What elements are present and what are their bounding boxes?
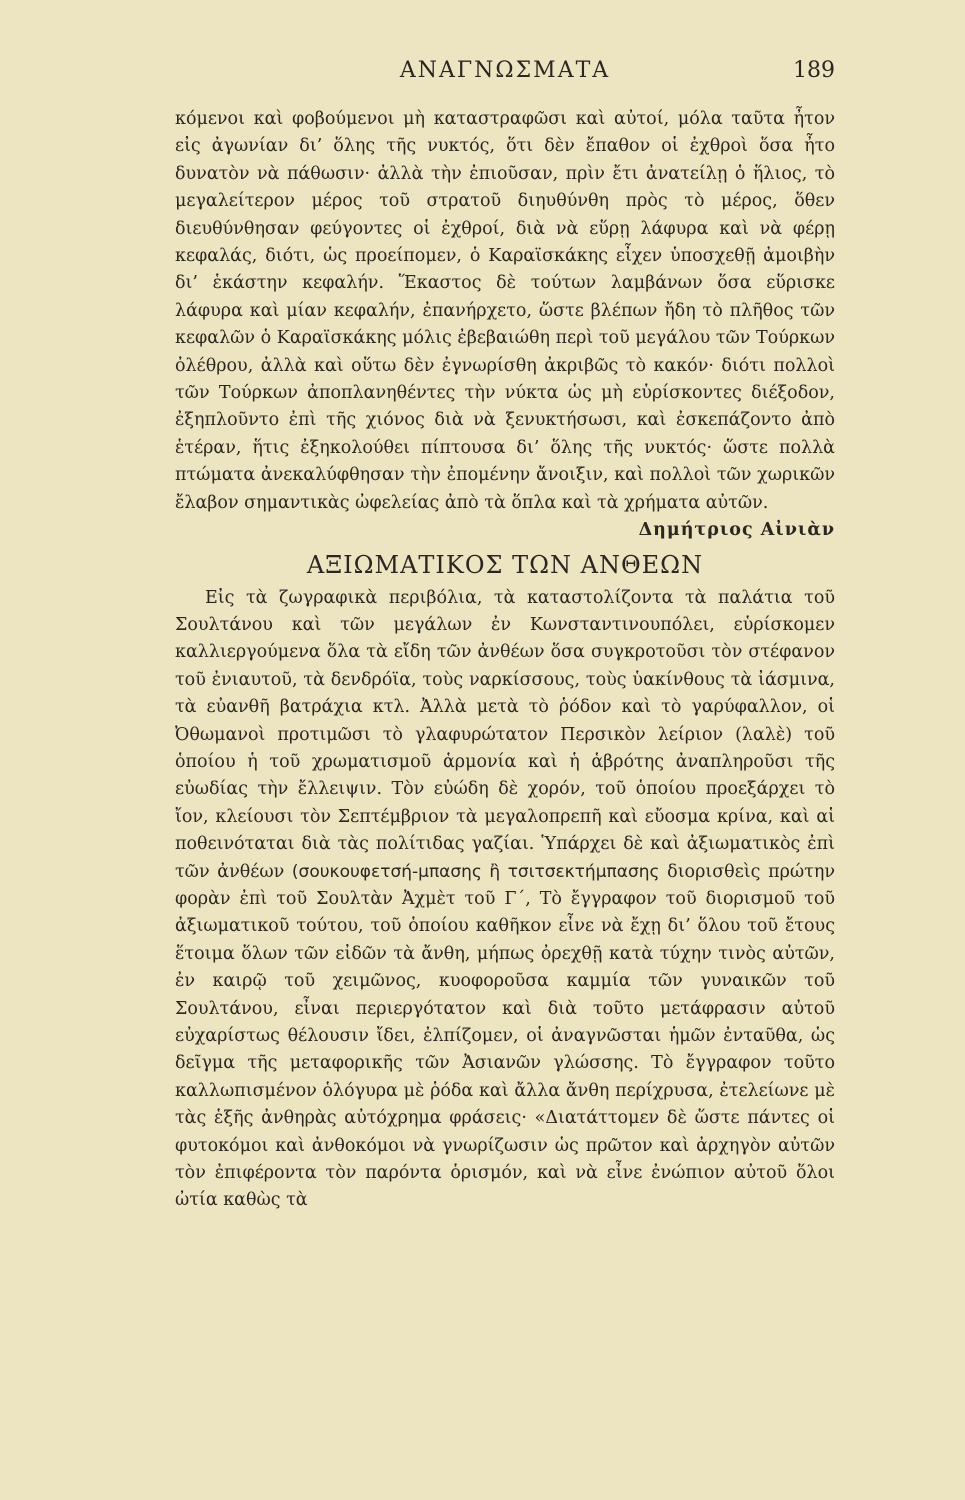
article-flowers-body-2: διορισθεὶς πρώτην φορὰν ἐπὶ τοῦ Σουλτὰν Ἀχμὲτ τοῦ Γ΄, Τὸ ἔγγραφον τοῦ διορισμοῦ τοῦ ἀξιωματικοῦ τούτου, τοῦ ὁποίου καθῆκον εἶνε νὰ ἔχῃ δι’ ὅλου τοῦ ἔτους ἕτοιμα ὅλων τῶν εἰδῶν τὰ ἄνθη, μήπως ὀρεχθῇ κατὰ τύχην τινὸς αὐτῶν, ἐν καιρῷ τοῦ χειμῶνος, κυοφοροῦσα καμμία τῶν γυναικῶν τοῦ Σουλτάνου, εἶναι περιεργότατον καὶ διὰ τοῦτο μετάφρασιν αὐτοῦ εὐχαρίστως θέλουσιν ἴδει, ἐλπίζομεν, οἱ ἀναγνῶσται ἡμῶν ἐνταῦθα, ὡς δεῖγμα τῆς μεταφορικῆς τῶν Ἀσιανῶν γλώσσης. Τὸ ἔγγραφον τοῦτο καλλωπισμένον ὁλόγυρα μὲ ῥόδα καὶ ἄλλα ἄνθη περίχρυσα, ἐτελείωνε μὲ τὰς ἑξῆς ἀνθηρὰς αὐτόχρημα φράσεις· «Διατάττομεν δὲ ὥστε πάντες οἱ φυτοκόμοι καὶ ἀνθοκόμοι νὰ γνωρίζωσιν ὡς πρῶτον καὶ ἀρχηγὸν αὐτῶν τὸν ἐπιφέροντα τὸν παρόντα ὁρισμόν, καὶ νὰ εἶνε ἐνώπιον αὐτοῦ ὅλοι ὠτία καθὼς τὰ (175, 861, 835, 1211)
page-number: 189 (793, 58, 835, 83)
running-head (175, 58, 835, 94)
article-flowers (175, 551, 835, 1215)
article-flowers-body-1: Εἰς τὰ ζωγραφικὰ περιβόλια, τὰ καταστολίζοντα τὰ παλάτια τοῦ Σουλτάνου καὶ τῶν μεγάλων ἐν Κωνσταντινουπόλει, εὑρίσκομεν καλλιεργούμενα ὅλα τὰ εἴδη τῶν ἀνθέων ὅσα συγκροτοῦσι τὸν στέφανον τοῦ ἐνιαυτοῦ, τὰ δενδρόϊα, τοὺς ναρκίσσους, τοὺς ὑακίνθους τὰ ἰάσμινα, τὰ εὐανθῆ βατράχια κτλ. Ἀλλὰ μετὰ τὸ ῥόδον καὶ τὸ γαρύφαλλον, οἱ Ὀθωμανοὶ προτιμῶσι τὸ γλαφυρώτατον Περσικὸν λείριον (λαλὲ) τοῦ ὁποίου ἡ τοῦ χρωματισμοῦ ἁρμονία καὶ ἡ ἁβρότης ἀναπληροῦσι τῆς εὐωδίας τὴν ἔλλειψιν. Τὸν εὐώδη δὲ χορόν, τοῦ ὁποίου προεξάρχει τὸ ἴον, κλείουσι τὸν Σεπτέμβριον τὰ μεγαλοπρεπῆ καὶ εὔοσμα κρίνα, καὶ αἱ ποθεινόταται διὰ τὰς πολίτιδας γαζίαι. Ὑπάρχει δὲ καὶ ἀξιωματικὸς ἐπὶ τῶν ἀνθέων (175, 587, 835, 882)
article-continuation (175, 106, 835, 545)
turkish-title-emphasis: (σουκουφετσή-μπασης ἢ τσιτσεκτήμπασης (291, 861, 660, 882)
author-signature: Δημήτριος Αἰνιὰν (638, 520, 835, 541)
section-title: ΑΞΙΩΜΑΤΙΚΟΣ ΤΩΝ ΑΝΘΕΩΝ (306, 550, 704, 579)
running-head-title: ΑΝΑΓΝΩΣΜΑΤΑ (399, 58, 611, 83)
article-continuation-text (175, 106, 835, 541)
article-continuation-body: κόμενοι καὶ φοβούμενοι μὴ καταστραφῶσι καὶ αὐτοί, μόλα ταῦτα ἦτον εἰς ἀγωνίαν δι’ ὅλης τῆς νυκτός, ὅτι δὲν ἔπαθον οἱ ἐχθροὶ ὅσα ἦτο δυνατὸν νὰ πάθωσιν· ἀλλὰ τὴν ἐπιοῦσαν, πρὶν ἔτι ἀνατείλῃ ὁ ἥλιος, τὸ μεγαλείτερον μέρος τοῦ στρατοῦ διηυθύνθη πρὸς τὸ μέρος, ὅθεν διευθύνθησαν φεύγοντες οἱ ἐχθροί, διὰ νὰ εὕρῃ λάφυρα καὶ νὰ φέρῃ κεφαλάς, διότι, ὡς προείπομεν, ὁ Καραϊσκάκης εἶχεν ὑποσχεθῇ ἀμοιβὴν δι’ ἑκάστην κεφαλήν. Ἕκαστος δὲ τούτων λαμβάνων ὅσα εὕρισκε λάφυρα καὶ μίαν κεφαλήν, ἐπανήρχετο, ὥστε βλέπων ἤδη τὸ πλῆθος τῶν κεφαλῶν ὁ Καραϊσκάκης μόλις ἐβεβαιώθη περὶ τοῦ μεγάλου τῶν Τούρκων ὀλέθρου, ἀλλὰ καὶ οὕτω δὲν ἐγνωρίσθη ἀκριβῶς τὸ κακόν· διότι πολλοὶ τῶν Τούρκων ἀποπλανηθέντες τὴν νύκτα ὡς μὴ εὑρίσκοντες διέξοδον, ἐξηπλοῦντο ἐπὶ τῆς χιόνος διὰ νὰ ξενυκτήσωσι, καὶ ἐσκεπάζοντο ἀπὸ ἑτέραν, ἥτις ἐξηκολούθει πίπτουσα δι’ ὅλης τῆς νυκτός· ὥστε πολλὰ πτώματα ἀνεκαλύφθησαν τὴν ἐπομένην ἄνοιξιν, καὶ πολλοὶ τῶν χωρικῶν ἔλαβον σημαντικὰς ὠφελείας ἀπὸ τὰ ὅπλα καὶ τὰ χρήματα αὐτῶν. (175, 109, 835, 513)
article-flowers-text (175, 585, 835, 1215)
